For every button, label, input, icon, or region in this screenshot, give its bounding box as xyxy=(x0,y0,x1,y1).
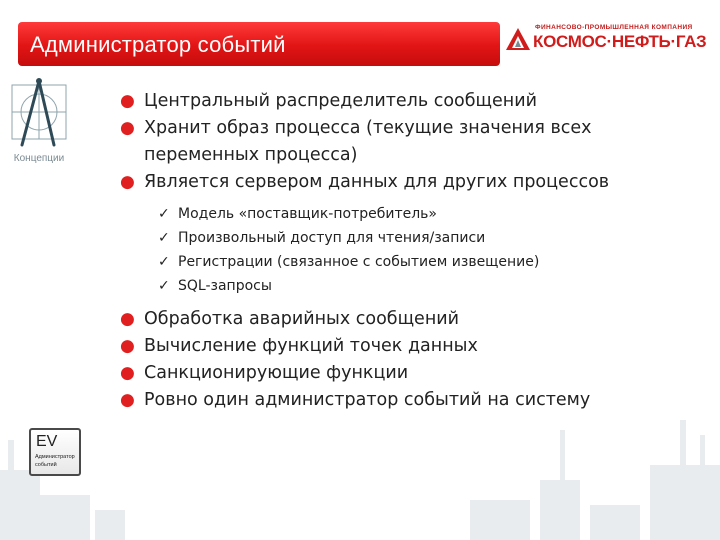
list-item xyxy=(118,333,708,360)
logo-name: КОСМОС·НЕФТЬ·ГАЗ xyxy=(533,32,707,51)
list-item xyxy=(118,169,708,196)
ev-title: EV xyxy=(36,433,58,450)
sub-item-text: SQL-запросы xyxy=(178,278,272,294)
bullet-text: Ровно один администратор событий на систему xyxy=(144,390,591,410)
bullet-list-top xyxy=(118,88,708,196)
red-dot-icon: ● xyxy=(120,172,135,192)
bullet-list-bottom xyxy=(118,306,708,414)
list-item xyxy=(118,115,708,169)
checkmark-icon: ✓ xyxy=(158,206,170,222)
bullet-text: Центральный распределитель сообщений xyxy=(144,91,537,111)
concept-label: Концепции xyxy=(13,153,65,164)
sub-item-text: Произвольный доступ для чтения/записи xyxy=(178,230,486,246)
bullet-text: Санкционирующие функции xyxy=(144,363,409,383)
red-dot-icon: ● xyxy=(120,363,135,383)
sub-list-item xyxy=(158,226,708,250)
checkmark-icon: ✓ xyxy=(158,230,170,246)
sub-item-text: Модель «поставщик-потребитель» xyxy=(178,206,437,222)
compass-drawing-icon xyxy=(8,75,70,153)
sub-list xyxy=(158,202,708,298)
list-item xyxy=(118,306,708,333)
list-item xyxy=(118,387,708,414)
sub-list-item xyxy=(158,202,708,226)
flame-logo-icon xyxy=(505,26,531,52)
background-skyline xyxy=(0,410,720,540)
title-bar xyxy=(18,22,500,66)
ev-subtitle: Администратор событий xyxy=(35,454,75,468)
slide-content xyxy=(118,88,708,414)
red-dot-icon: ● xyxy=(120,118,135,138)
concept-graphic xyxy=(8,75,70,175)
sub-list-item xyxy=(158,274,708,298)
list-item xyxy=(118,360,708,387)
sub-item-text: Регистрации (связанное с событием извещение) xyxy=(178,254,540,270)
bullet-text: Обработка аварийных сообщений xyxy=(144,309,460,329)
company-logo xyxy=(505,22,705,56)
red-dot-icon: ● xyxy=(120,309,135,329)
bullet-text: Хранит образ процесса (текущие значения всех переменных процесса) xyxy=(144,118,592,165)
red-dot-icon: ● xyxy=(120,390,135,410)
red-dot-icon: ● xyxy=(120,336,135,356)
bullet-text: Вычисление функций точек данных xyxy=(144,336,478,356)
page-title: Администратор событий xyxy=(30,32,286,57)
logo-subtitle: ФИНАНСОВО-ПРОМЫШЛЕННАЯ КОМПАНИЯ xyxy=(535,24,693,31)
checkmark-icon: ✓ xyxy=(158,254,170,270)
list-item xyxy=(118,88,708,115)
ev-box xyxy=(29,428,81,476)
red-dot-icon: ● xyxy=(120,91,135,111)
sub-list-item xyxy=(158,250,708,274)
bullet-text: Является сервером данных для других процессов xyxy=(144,172,610,192)
checkmark-icon: ✓ xyxy=(158,278,170,294)
